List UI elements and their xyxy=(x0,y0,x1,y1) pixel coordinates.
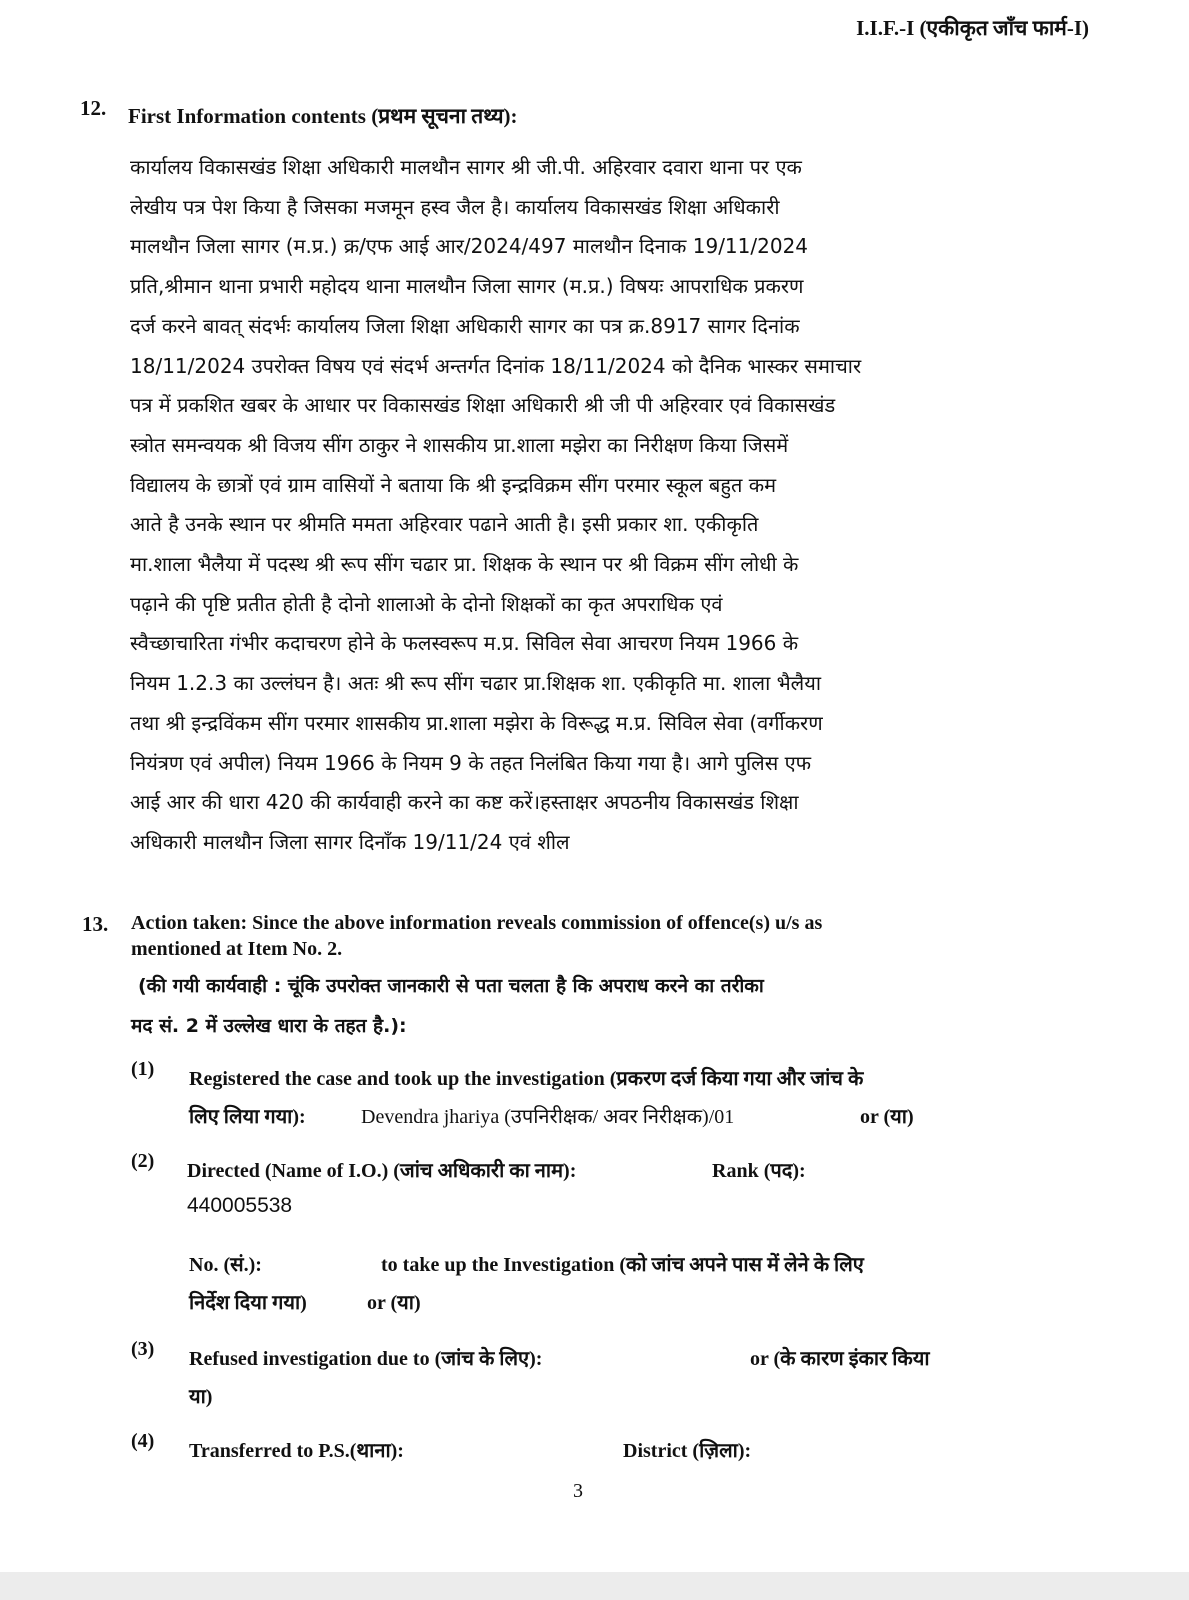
item-3-or: or (के कारण इंकार किया xyxy=(750,1348,930,1370)
item-4-district: District (ज़िला): xyxy=(623,1440,752,1462)
first-information-line: स्वैच्छाचारिता गंभीर कदाचरण होने के फलस्वरूप म.प्र. सिविल सेवा आचरण नियम 1966 के xyxy=(130,631,799,656)
first-information-line: नियंत्रण एवं अपील) नियम 1966 के नियम 9 के तहत निलंबित किया गया है। आगे पुलिस एफ xyxy=(130,750,812,775)
section-13-number: 13. xyxy=(82,912,109,936)
item-2-value: 440005538 xyxy=(187,1194,293,1217)
section-12-number: 12. xyxy=(80,96,107,120)
item-2-rank: Rank (पद): xyxy=(712,1160,806,1182)
action-taken-hindi-line1: (की गयी कार्यवाही : चूंकि उपरोक्त जानकारी से पता चलता है कि अपराध करने का तरीका xyxy=(138,975,764,997)
item-1-label: Registered the case and took up the investigation (प्रकरण दर्ज किया गया और जांच के xyxy=(189,1068,864,1090)
section-12-title: First Information contents (प्रथम सूचना तथ्य): xyxy=(128,104,518,128)
first-information-line: मालथौन जिला सागर (म.प्र.) क्र/एफ आई आर/2024/497 मालथौन दिनाक 19/11/2024 xyxy=(130,234,809,259)
first-information-line: मा.शाला भैलैया में पदस्थ श्री रूप सींग चढार प्रा. शिक्षक के स्थान पर श्री विक्रम सींग लोधी के xyxy=(130,552,799,577)
first-information-body xyxy=(130,148,1075,863)
viewer-bottom-strip xyxy=(0,1572,1189,1600)
first-information-line: दर्ज करने बावत् संदर्भः कार्यालय जिला शिक्षा अधिकारी सागर का पत्र क्र.8917 सागर दिनांक xyxy=(130,313,800,338)
first-information-line: नियम 1.2.3 का उल्लंघन है। अतः श्री रूप सींग चढार प्रा.शिक्षक शा. एकीकृति मा. शाला भैलैया xyxy=(130,671,822,696)
first-information-line: कार्यालय विकासखंड शिक्षा अधिकारी मालथौन सागर श्री जी.पी. अहिरवार दवारा थाना पर एक xyxy=(130,155,802,179)
item-4-number: (4) xyxy=(131,1430,155,1452)
first-information-line: प्रति,श्रीमान थाना प्रभारी महोदय थाना मालथौन जिला सागर (म.प्र.) विषयः आपराधिक प्रकरण xyxy=(130,274,804,299)
first-information-line: लेखीय पत्र पेश किया है जिसका मजमून हस्व जैल है। कार्यालय विकासखंड शिक्षा अधिकारी xyxy=(130,194,780,219)
first-information-line: पढ़ाने की पृष्टि प्रतीत होती है दोनो शालाओ के दोनो शिक्षकों का कृत अपराधिक एवं xyxy=(130,591,723,616)
first-information-line: आई आर की धारा 420 की कार्यवाही करने का कष्ट करें।हस्ताक्षर अपठनीय विकासखंड शिक्षा xyxy=(130,790,799,815)
item-3-label: Refused investigation due to (जांच के लिए): xyxy=(189,1348,543,1370)
item-4-label: Transferred to P.S.(थाना): xyxy=(189,1440,404,1462)
first-information-line: आते है उनके स्थान पर श्रीमति ममता अहिरवार पढाने आती है। इसी प्रकार शा. एकीकृति xyxy=(130,512,759,537)
item-2-take-up: to take up the Investigation (को जांच अपने पास में लेने के लिए xyxy=(381,1254,864,1276)
item-2-or: or (या) xyxy=(367,1292,421,1314)
action-taken-hindi-line2: मद सं. 2 में उल्लेख धारा के तहत है.): xyxy=(131,1015,407,1037)
item-2-label: Directed (Name of I.O.) (जांच अधिकारी का नाम): xyxy=(187,1160,577,1182)
first-information-line: पत्र में प्रकशित खबर के आधार पर विकासखंड शिक्षा अधिकारी श्री जी पी अहिरवार एवं विकासखंड xyxy=(130,393,836,418)
item-2-no-label: No. (सं.): xyxy=(189,1254,262,1276)
item-1-officer-value: Devendra jhariya (उपनिरीक्षक/ अवर निरीक्षक)/01 xyxy=(361,1106,735,1128)
first-information-line: अधिकारी मालथौन जिला सागर दिनाँक 19/11/24 एवं शील xyxy=(130,829,570,854)
first-information-line: विद्यालय के छात्रों एवं ग्राम वासियों ने बताया कि श्री इन्द्रविक्रम सींग परमार स्कूल बहुत कम xyxy=(130,472,777,497)
item-2-take-up-cont: निर्देश दिया गया) xyxy=(189,1292,307,1314)
item-3-number: (3) xyxy=(131,1338,155,1360)
action-taken-line2: mentioned at Item No. 2. xyxy=(131,938,343,960)
first-information-line: तथा श्री इन्द्रविंकम सींग परमार शासकीय प्रा.शाला मझेरा के विरूद्ध म.प्र. सिविल सेवा (वर्गीकरण xyxy=(130,710,823,735)
item-2-number: (2) xyxy=(131,1150,155,1172)
form-header: I.I.F.-I (एकीकृत जाँच फार्म-I) xyxy=(856,16,1089,40)
item-1-label-cont: लिए लिया गया): xyxy=(189,1106,306,1128)
action-taken-line1: Action taken: Since the above information reveals commission of offence(s) u/s as xyxy=(131,912,823,934)
first-information-line: स्त्रोत समन्वयक श्री विजय सींग ठाकुर ने शासकीय प्रा.शाला मझेरा का निरीक्षण किया जिसमें xyxy=(130,432,789,457)
first-information-line: 18/11/2024 उपरोक्त विषय एवं संदर्भ अन्तर्गत दिनांक 18/11/2024 को दैनिक भास्कर समाचार xyxy=(130,353,862,378)
item-3-or-cont: या) xyxy=(189,1386,213,1408)
item-1-number: (1) xyxy=(131,1058,155,1080)
page-number: 3 xyxy=(573,1480,583,1502)
item-1-or: or (या) xyxy=(860,1106,914,1128)
